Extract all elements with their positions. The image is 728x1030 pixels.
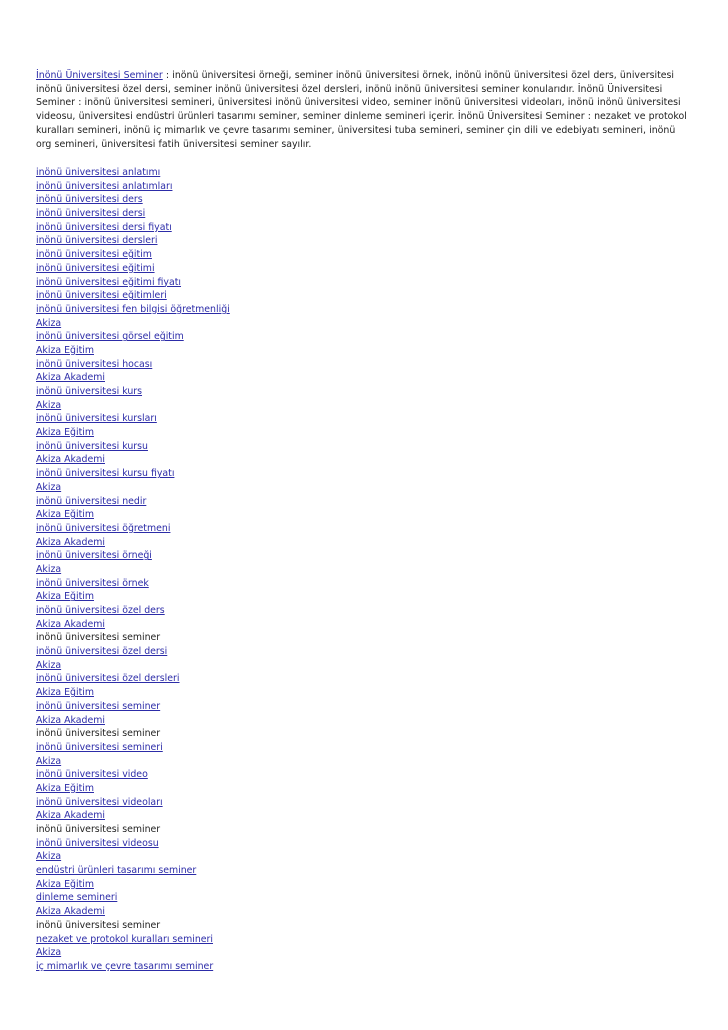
list-item xyxy=(36,919,230,933)
list-text: inönü üniversitesi seminer xyxy=(36,632,161,644)
list-item xyxy=(36,344,230,358)
list-link[interactable]: inönü üniversitesi öğretmeni xyxy=(36,522,171,534)
list-item xyxy=(36,536,230,550)
list-link[interactable]: inönü üniversitesi kursları xyxy=(36,413,157,425)
list-link[interactable]: inönü üniversitesi videoları xyxy=(36,796,163,808)
list-link[interactable]: Akiza xyxy=(36,481,62,493)
list-link[interactable]: Akiza Eğitim xyxy=(36,878,94,890)
list-item xyxy=(36,399,230,413)
list-item xyxy=(36,207,230,221)
list-item xyxy=(36,850,230,864)
list-link[interactable]: inönü üniversitesi ders xyxy=(36,194,143,206)
list-item xyxy=(36,317,230,331)
list-link[interactable]: inönü üniversitesi kursu fiyatı xyxy=(36,468,175,480)
list-link[interactable]: Akiza Akademi xyxy=(36,810,105,822)
list-item xyxy=(36,618,230,632)
list-link[interactable]: Akiza xyxy=(36,851,62,863)
list-item xyxy=(36,221,230,235)
list-link[interactable]: inönü üniversitesi semineri xyxy=(36,741,163,753)
list-item xyxy=(36,590,230,604)
list-item xyxy=(36,289,230,303)
list-item xyxy=(36,727,230,741)
list-link[interactable]: Akiza Eğitim xyxy=(36,591,94,603)
list-item xyxy=(36,330,230,344)
list-item xyxy=(36,933,230,947)
list-link[interactable]: inönü üniversitesi dersi xyxy=(36,208,146,220)
list-item xyxy=(36,809,230,823)
list-link[interactable]: inönü üniversitesi dersi fiyatı xyxy=(36,221,172,233)
list-item xyxy=(36,960,230,974)
list-link[interactable]: inönü üniversitesi eğitimi fiyatı xyxy=(36,276,182,288)
list-item xyxy=(36,577,230,591)
list-item xyxy=(36,672,230,686)
list-link[interactable]: Akiza Akademi xyxy=(36,906,105,918)
list-item xyxy=(36,631,230,645)
list-item xyxy=(36,426,230,440)
list-item xyxy=(36,946,230,960)
list-item xyxy=(36,782,230,796)
list-link[interactable]: inönü üniversitesi nedir xyxy=(36,495,147,507)
list-link[interactable]: inönü üniversitesi eğitimi xyxy=(36,262,155,274)
list-link[interactable]: inönü üniversitesi kurs xyxy=(36,386,143,397)
list-item xyxy=(36,234,230,248)
list-link[interactable]: inönü üniversitesi seminer xyxy=(36,700,161,712)
list-link[interactable]: nezaket ve protokol kuralları semineri xyxy=(36,933,213,945)
list-item xyxy=(36,193,230,207)
list-item xyxy=(36,248,230,262)
list-link[interactable]: Akiza Eğitim xyxy=(36,509,94,521)
list-text: inönü üniversitesi seminer xyxy=(36,824,161,835)
list-link[interactable]: Akiza xyxy=(36,659,62,671)
list-link[interactable]: Akiza Akademi xyxy=(36,618,105,630)
list-item xyxy=(36,741,230,755)
list-item xyxy=(36,495,230,509)
list-link[interactable]: inönü üniversitesi fen bilgisi öğretmenliği xyxy=(36,303,230,315)
list-item xyxy=(36,467,230,481)
list-item xyxy=(36,905,230,919)
list-link[interactable]: inönü üniversitesi video xyxy=(36,769,148,781)
list-link[interactable]: Akiza xyxy=(36,399,62,411)
list-link[interactable]: Akiza Eğitim xyxy=(36,427,94,439)
link-list xyxy=(36,166,230,974)
list-item xyxy=(36,481,230,495)
list-item xyxy=(36,453,230,467)
list-link[interactable]: inönü üniversitesi dersleri xyxy=(36,235,158,247)
list-link[interactable]: Akiza Akademi xyxy=(36,454,105,466)
list-link[interactable]: inönü üniversitesi örneği xyxy=(36,550,152,562)
list-link[interactable]: Akiza Akademi xyxy=(36,372,105,384)
list-link[interactable]: inönü üniversitesi videosu xyxy=(36,837,159,849)
list-item xyxy=(36,276,230,290)
list-item xyxy=(36,645,230,659)
list-link[interactable]: Akiza Akademi xyxy=(36,536,105,548)
list-link[interactable]: Akiza xyxy=(36,563,62,575)
intro-title-link[interactable]: İnönü Üniversitesi Seminer xyxy=(36,70,163,81)
intro-text: : inönü üniversitesi örneği, seminer inönü üniversitesi örnek, inönü inönü üniversitesi özel ders, üniversitesi inönü üniversitesi özel dersi, seminer inönü üniversitesi özel dersleri, inönü inönü üniversitesi seminer konularıdır. İnönü Üniversitesi Seminer : inönü üniversitesi semineri, üniversitesi inönü üniversitesi video, seminer inönü üniversitesi videoları, inönü inönü üniversitesi videosu, üniversitesi endüstri ürünleri tasarımı seminer, seminer dinleme semineri içerir. İnönü Üniversitesi Seminer : nezaket ve protokol kuralları semineri, inönü iç mimarlık ve çevre tasarımı seminer, üniversitesi tuba semineri, seminer çin dili ve edebiyatı semineri, inönü org semineri, üniversitesi fatih üniversitesi seminer sayılır. xyxy=(36,70,687,150)
list-item xyxy=(36,371,230,385)
list-item xyxy=(36,180,230,194)
list-link[interactable]: inönü üniversitesi anlatımları xyxy=(36,180,173,192)
list-item xyxy=(36,714,230,728)
list-link[interactable]: iç mimarlık ve çevre tasarımı seminer xyxy=(36,960,214,972)
list-item xyxy=(36,508,230,522)
list-item xyxy=(36,385,230,399)
list-link[interactable]: inönü üniversitesi eğitimleri xyxy=(36,290,167,302)
list-link[interactable]: dinleme semineri xyxy=(36,892,118,904)
list-item xyxy=(36,878,230,892)
list-item xyxy=(36,823,230,837)
list-item xyxy=(36,166,230,180)
document-body xyxy=(36,69,692,972)
list-link[interactable]: inönü üniversitesi anlatımı xyxy=(36,167,161,178)
list-item xyxy=(36,864,230,878)
list-text: inönü üniversitesi seminer xyxy=(36,728,161,740)
list-link[interactable]: inönü üniversitesi hocası xyxy=(36,358,153,370)
list-item xyxy=(36,549,230,563)
list-item xyxy=(36,604,230,618)
list-link[interactable]: inönü üniversitesi görsel eğitim xyxy=(36,331,184,343)
list-link[interactable]: inönü üniversitesi özel dersi xyxy=(36,646,168,658)
list-item xyxy=(36,768,230,782)
list-item xyxy=(36,700,230,714)
list-link[interactable]: Akiza xyxy=(36,755,62,767)
list-link[interactable]: Akiza Eğitim xyxy=(36,687,94,699)
list-link[interactable]: inönü üniversitesi örnek xyxy=(36,577,149,589)
list-link[interactable]: inönü üniversitesi özel ders xyxy=(36,605,165,616)
list-item xyxy=(36,563,230,577)
list-link[interactable]: inönü üniversitesi kursu xyxy=(36,440,148,452)
list-item xyxy=(36,412,230,426)
list-link[interactable]: inönü üniversitesi eğitim xyxy=(36,249,152,261)
list-link[interactable]: Akiza Akademi xyxy=(36,714,105,726)
list-item xyxy=(36,755,230,769)
list-link[interactable]: Akiza Eğitim xyxy=(36,344,94,356)
list-link[interactable]: Akiza xyxy=(36,947,62,959)
list-item xyxy=(36,837,230,851)
list-item xyxy=(36,303,230,317)
list-item xyxy=(36,891,230,905)
list-text: inönü üniversitesi seminer xyxy=(36,919,161,931)
list-item xyxy=(36,659,230,673)
list-item xyxy=(36,686,230,700)
list-item xyxy=(36,358,230,372)
list-link[interactable]: Akiza Eğitim xyxy=(36,782,94,794)
list-link[interactable]: inönü üniversitesi özel dersleri xyxy=(36,673,180,685)
list-item xyxy=(36,522,230,536)
list-item xyxy=(36,440,230,454)
list-link[interactable]: Akiza xyxy=(36,317,62,329)
list-link[interactable]: endüstri ürünleri tasarımı seminer xyxy=(36,865,197,877)
list-item xyxy=(36,796,230,810)
intro-paragraph xyxy=(36,69,692,151)
list-item xyxy=(36,262,230,276)
